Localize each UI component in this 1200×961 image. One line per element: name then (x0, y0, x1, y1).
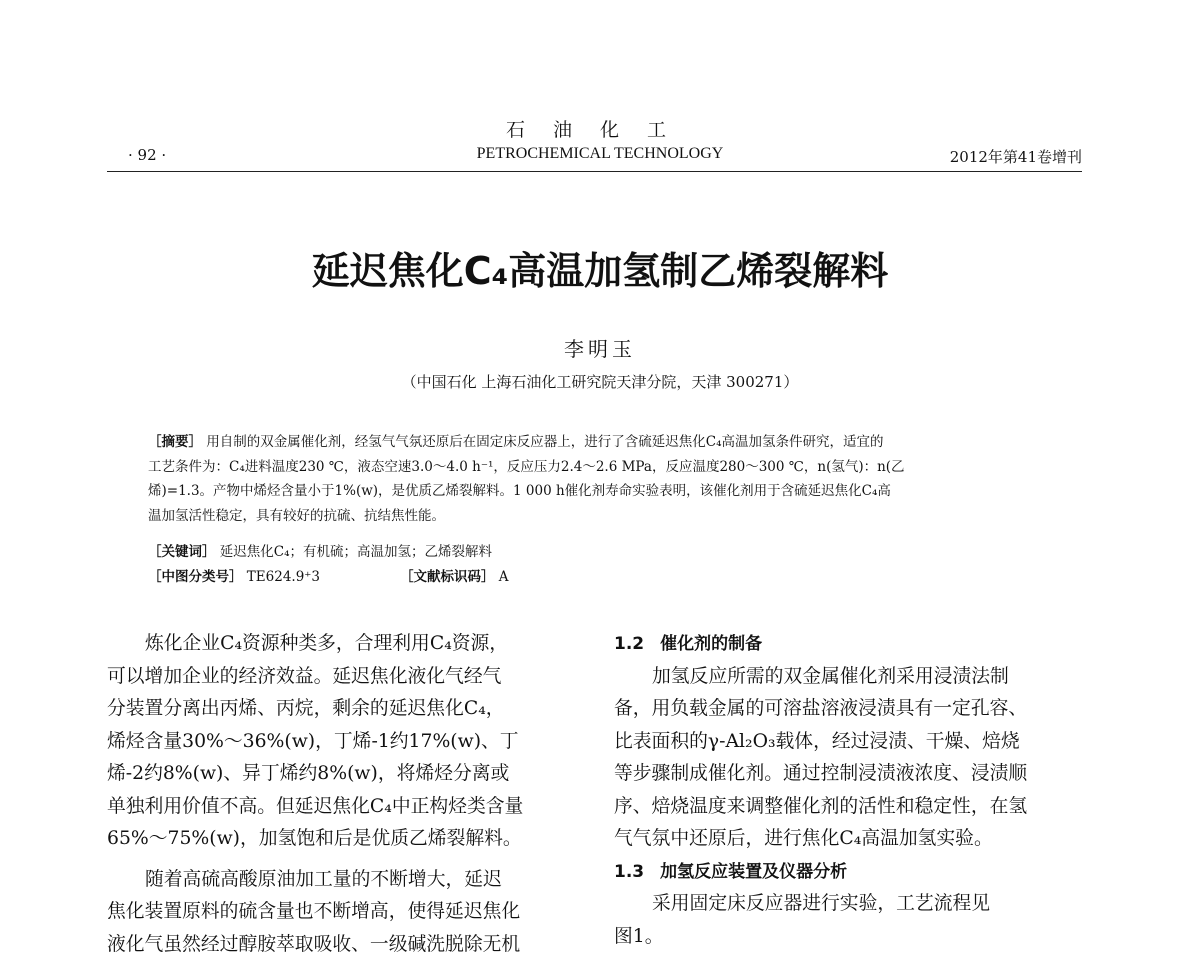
paragraph-line: 备，用负载金属的可溶盐溶液浸渍具有一定孔容、 (614, 693, 1084, 726)
paragraph-line: 液化气虽然经过醇胺萃取吸收、一级碱洗脱除无机 (107, 929, 577, 961)
paragraph-line: 等步骤制成催化剂。通过控制浸渍液浓度、浸渍顺 (614, 758, 1084, 791)
author-name: 李明玉 (0, 333, 1200, 362)
keywords (148, 540, 1048, 565)
section-heading-1-3: 1.3 加氢反应装置及仪器分析 (614, 856, 1084, 889)
paragraph-line: 图1。 (614, 921, 1084, 954)
document-code-label: ［文献标识码］ (400, 569, 495, 585)
abstract-line: 温加氢活性稳定，具有较好的抗硫、抗结焦性能。 (148, 504, 1048, 529)
paragraph-line: 加氢反应所需的双金属催化剂采用浸渍法制 (614, 661, 1084, 694)
article-title: 延迟焦化C₄高温加氢制乙烯裂解料 (0, 240, 1200, 295)
journal-name-chinese: 石油化工 (0, 115, 1200, 142)
paragraph-line: 气气氛中还原后，进行焦化C₄高温加氢实验。 (614, 823, 1084, 856)
keywords-text: 延迟焦化C₄；有机硫；高温加氢；乙烯裂解料 (220, 544, 492, 560)
classification-value: TE624.9⁺3 (247, 569, 320, 585)
paragraph-line: 序、焙烧温度来调整催化剂的活性和稳定性，在氢 (614, 791, 1084, 824)
paragraph-line: 单独利用价值不高。但延迟焦化C₄中正构烃类含量 (107, 791, 577, 824)
paragraph-line: 65%～75%(w)，加氢饱和后是优质乙烯裂解料。 (107, 823, 577, 856)
author-affiliation: （中国石化 上海石油化工研究院天津分院，天津 300271） (0, 371, 1200, 392)
paragraph-line: 比表面积的γ-Al₂O₃载体，经过浸渍、干燥、焙烧 (614, 726, 1084, 759)
classification-label: ［中图分类号］ (148, 569, 243, 585)
right-column (614, 628, 1084, 953)
paragraph-line: 分装置分离出丙烯、丙烷，剩余的延迟焦化C₄， (107, 693, 577, 726)
paragraph-line: 采用固定床反应器进行实验，工艺流程见 (614, 888, 1084, 921)
abstract-line: 烯)=1.3。产物中烯烃含量小于1%(w)，是优质乙烯裂解料。1 000 h催化剂寿命实验表明，该催化剂用于含硫延迟焦化C₄高 (148, 479, 1048, 504)
document-code (400, 565, 509, 585)
paragraph-line: 随着高硫高酸原油加工量的不断增大，延迟 (107, 864, 577, 897)
left-column (107, 628, 577, 961)
paragraph-line: 炼化企业C₄资源种类多，合理利用C₄资源， (107, 628, 577, 661)
page-number: · 92 · (128, 146, 166, 164)
abstract-line: 用自制的双金属催化剂，经氢气气氛还原后在固定床反应器上，进行了含硫延迟焦化C₄高温加氢条件研究，适宜的 (206, 434, 883, 450)
paragraph-line: 烯烃含量30%～36%(w)，丁烯-1约17%(w)、丁 (107, 726, 577, 759)
abstract-label: ［摘要］ (148, 434, 202, 450)
paragraph-line: 焦化装置原料的硫含量也不断增高，使得延迟焦化 (107, 896, 577, 929)
classification-code (148, 565, 320, 585)
header-rule (107, 171, 1082, 172)
abstract (148, 430, 1048, 528)
document-code-value: A (499, 569, 509, 585)
paragraph-line: 可以增加企业的经济效益。延迟焦化液化气经气 (107, 661, 577, 694)
keywords-label: ［关键词］ (148, 544, 216, 560)
abstract-line: 工艺条件为：C₄进料温度230 ℃，液态空速3.0～4.0 h⁻¹，反应压力2.4～2.6 MPa，反应温度280～300 ℃，n(氢气)：n(乙 (148, 455, 1048, 480)
paragraph-line: 烯-2约8%(w)、异丁烯约8%(w)，将烯烃分离或 (107, 758, 577, 791)
issue-info: 2012年第41卷增刊 (950, 146, 1082, 167)
journal-name-english: PETROCHEMICAL TECHNOLOGY (0, 145, 1200, 163)
section-heading-1-2: 1.2 催化剂的制备 (614, 628, 1084, 661)
